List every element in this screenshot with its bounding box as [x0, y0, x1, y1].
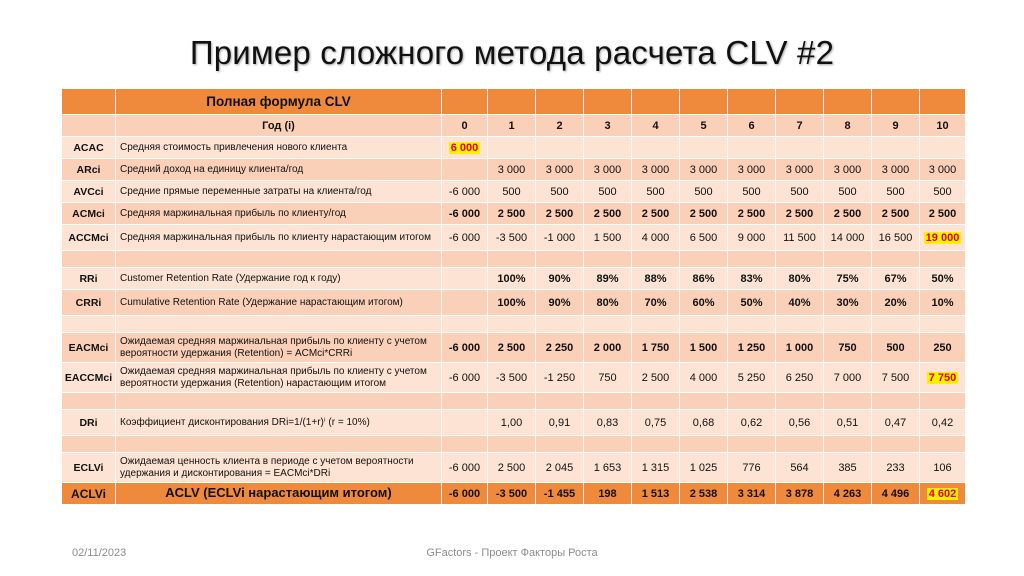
value-cell: 14 000 — [824, 225, 872, 251]
value-cell: 2 500 — [632, 203, 680, 225]
table-row — [62, 203, 966, 225]
spacer-cell — [116, 316, 442, 333]
spacer-cell — [872, 436, 920, 453]
year-header-cell: 8 — [824, 115, 872, 137]
value-cell: 500 — [680, 181, 728, 203]
value-cell: 100% — [488, 290, 536, 316]
value-cell: 80% — [776, 268, 824, 290]
year-header-cell: 6 — [728, 115, 776, 137]
spacer-cell — [680, 251, 728, 268]
value-cell — [536, 137, 584, 159]
value-cell: 20% — [872, 290, 920, 316]
value-cell — [442, 410, 488, 436]
value-cell: 40% — [776, 290, 824, 316]
value-cell: 250 — [920, 333, 966, 363]
row-code: EACMci — [62, 333, 116, 363]
spacer-cell — [680, 316, 728, 333]
value-cell — [442, 290, 488, 316]
value-cell: 89% — [584, 268, 632, 290]
spacer-cell — [584, 393, 632, 410]
final-value-cell: 3 878 — [776, 483, 824, 505]
value-cell: 2 250 — [536, 333, 584, 363]
value-cell: 776 — [728, 453, 776, 483]
row-description: Средняя маржинальная прибыль по клиенту/год — [116, 203, 442, 225]
highlighted-value: 19 000 — [925, 231, 960, 244]
table-row — [62, 137, 966, 159]
value-cell: 0,56 — [776, 410, 824, 436]
final-value-cell: 2 538 — [680, 483, 728, 505]
row-description: Cumulative Retention Rate (Удержание нарастающим итогом) — [116, 290, 442, 316]
spacer-cell — [776, 436, 824, 453]
value-cell: 1,00 — [488, 410, 536, 436]
header-blank — [920, 89, 966, 115]
value-cell: -6 000 — [442, 203, 488, 225]
value-cell — [920, 137, 966, 159]
spacer-cell — [488, 436, 536, 453]
value-cell: 1 500 — [584, 225, 632, 251]
spacer-cell — [632, 316, 680, 333]
value-cell — [776, 137, 824, 159]
year-header-cell: 1 — [488, 115, 536, 137]
value-cell: -1 000 — [536, 225, 584, 251]
final-description: ACLV (ECLVi нарастающим итогом) — [116, 483, 442, 505]
year-header-cell: 10 — [920, 115, 966, 137]
value-cell: -6 000 — [442, 181, 488, 203]
spacer-row — [62, 393, 966, 410]
header-blank — [824, 89, 872, 115]
table-row — [62, 268, 966, 290]
value-cell: 3 000 — [728, 159, 776, 181]
value-cell: 6 250 — [776, 363, 824, 393]
spacer-cell — [116, 393, 442, 410]
row-description: Средняя маржинальная прибыль по клиенту нарастающим итогом — [116, 225, 442, 251]
value-cell: 1 250 — [728, 333, 776, 363]
year-header-cell: 9 — [872, 115, 920, 137]
formula-header-row — [62, 89, 966, 115]
value-cell: 500 — [920, 181, 966, 203]
spacer-cell — [824, 251, 872, 268]
header-blank — [728, 89, 776, 115]
spacer-cell — [62, 251, 116, 268]
spacer-cell — [872, 251, 920, 268]
table-row — [62, 333, 966, 363]
value-cell: 6 500 — [680, 225, 728, 251]
value-cell: 2 500 — [680, 203, 728, 225]
value-cell: 1 500 — [680, 333, 728, 363]
value-cell: 2 500 — [488, 203, 536, 225]
footer-center: GFactors - Проект Факторы Роста — [426, 547, 598, 559]
row-code: AVCci — [62, 181, 116, 203]
value-cell: 750 — [584, 363, 632, 393]
spacer-cell — [442, 316, 488, 333]
value-cell: 3 000 — [488, 159, 536, 181]
value-cell: 1 000 — [776, 333, 824, 363]
value-cell: -3 500 — [488, 363, 536, 393]
value-cell: 1 315 — [632, 453, 680, 483]
value-cell: 500 — [872, 181, 920, 203]
value-cell — [442, 159, 488, 181]
value-cell: 3 000 — [920, 159, 966, 181]
value-cell: 2 500 — [920, 203, 966, 225]
row-code: CRRi — [62, 290, 116, 316]
spacer-cell — [872, 393, 920, 410]
footer-date: 02/11/2023 — [72, 547, 127, 559]
table-row — [62, 159, 966, 181]
year-label: Год (i) — [116, 115, 442, 137]
spacer-cell — [442, 393, 488, 410]
row-code: ECLVi — [62, 453, 116, 483]
year-header-cell: 3 — [584, 115, 632, 137]
value-cell — [442, 137, 488, 159]
spacer-cell — [920, 393, 966, 410]
spacer-cell — [680, 436, 728, 453]
value-cell: -6 000 — [442, 363, 488, 393]
row-description: Средний доход на единицу клиента/год — [116, 159, 442, 181]
spacer-cell — [776, 393, 824, 410]
spacer-cell — [776, 316, 824, 333]
value-cell — [920, 363, 966, 393]
year-row — [62, 115, 966, 137]
value-cell — [920, 225, 966, 251]
spacer-cell — [584, 251, 632, 268]
spacer-cell — [728, 316, 776, 333]
value-cell: 7 500 — [872, 363, 920, 393]
row-code: ACAC — [62, 137, 116, 159]
spacer-cell — [728, 393, 776, 410]
highlighted-value: 4 602 — [928, 487, 957, 500]
value-cell: 2 500 — [536, 203, 584, 225]
value-cell: 90% — [536, 290, 584, 316]
header-blank — [442, 89, 488, 115]
value-cell: 16 500 — [872, 225, 920, 251]
value-cell: 2 000 — [584, 333, 632, 363]
value-cell: 2 500 — [488, 333, 536, 363]
final-value-cell — [920, 483, 966, 505]
final-value-cell: 198 — [584, 483, 632, 505]
table-row — [62, 290, 966, 316]
spacer-cell — [728, 251, 776, 268]
value-cell — [872, 137, 920, 159]
row-code: ARci — [62, 159, 116, 181]
value-cell: 9 000 — [728, 225, 776, 251]
value-cell: 0,68 — [680, 410, 728, 436]
spacer-cell — [920, 436, 966, 453]
header-blank — [536, 89, 584, 115]
value-cell: -6 000 — [442, 453, 488, 483]
value-cell: 500 — [488, 181, 536, 203]
spacer-cell — [824, 436, 872, 453]
value-cell: 2 500 — [584, 203, 632, 225]
value-cell: 2 500 — [728, 203, 776, 225]
spacer-row — [62, 316, 966, 333]
value-cell — [488, 137, 536, 159]
header-blank — [632, 89, 680, 115]
row-description: Customer Retention Rate (Удержание год к году) — [116, 268, 442, 290]
row-description: Коэффициент дисконтирования DRi=1/(1+r)ⁱ (r = 10%) — [116, 410, 442, 436]
value-cell: 3 000 — [584, 159, 632, 181]
year-header-cell: 7 — [776, 115, 824, 137]
spacer-cell — [584, 436, 632, 453]
final-value-cell: -1 455 — [536, 483, 584, 505]
value-cell: 2 500 — [872, 203, 920, 225]
spacer-cell — [584, 316, 632, 333]
value-cell: 1 653 — [584, 453, 632, 483]
clv-table — [61, 88, 966, 505]
spacer-cell — [536, 316, 584, 333]
final-value-cell: -6 000 — [442, 483, 488, 505]
final-row — [62, 483, 966, 505]
value-cell: 3 000 — [680, 159, 728, 181]
value-cell: -6 000 — [442, 333, 488, 363]
spacer-cell — [62, 393, 116, 410]
header-blank — [488, 89, 536, 115]
final-value-cell: 3 314 — [728, 483, 776, 505]
value-cell: 1 750 — [632, 333, 680, 363]
spacer-cell — [442, 436, 488, 453]
value-cell: 30% — [824, 290, 872, 316]
value-cell: 0,42 — [920, 410, 966, 436]
value-cell: 750 — [824, 333, 872, 363]
spacer-cell — [680, 393, 728, 410]
spacer-cell — [872, 316, 920, 333]
value-cell: 2 500 — [488, 453, 536, 483]
header-blank — [62, 89, 116, 115]
spacer-cell — [632, 436, 680, 453]
table-row — [62, 225, 966, 251]
value-cell: 86% — [680, 268, 728, 290]
value-cell: 50% — [728, 290, 776, 316]
value-cell: 0,47 — [872, 410, 920, 436]
value-cell: 70% — [632, 290, 680, 316]
value-cell: 0,51 — [824, 410, 872, 436]
year-header-cell: 5 — [680, 115, 728, 137]
spacer-cell — [488, 316, 536, 333]
row-description: Средние прямые переменные затраты на клиента/год — [116, 181, 442, 203]
row-description: Ожидаемая средняя маржинальная прибыль по клиенту с учетом вероятности удержания (Retention) нарастающим итогом — [116, 363, 442, 393]
year-header-cell: 2 — [536, 115, 584, 137]
highlighted-value: 7 750 — [928, 371, 957, 384]
value-cell — [680, 137, 728, 159]
value-cell: 106 — [920, 453, 966, 483]
spacer-cell — [536, 393, 584, 410]
spacer-cell — [776, 251, 824, 268]
spacer-cell — [62, 436, 116, 453]
row-description: Ожидаемая средняя маржинальная прибыль по клиенту с учетом вероятности удержания (Retention) = ACMci*CRRi — [116, 333, 442, 363]
year-header-cell: 0 — [442, 115, 488, 137]
value-cell: -1 250 — [536, 363, 584, 393]
spacer-row — [62, 251, 966, 268]
slide-title: Пример сложного метода расчета CLV #2 — [189, 34, 835, 71]
table-row — [62, 181, 966, 203]
row-code: ACCMci — [62, 225, 116, 251]
row-description: Средняя стоимость привлечения нового клиента — [116, 137, 442, 159]
value-cell: 90% — [536, 268, 584, 290]
final-value-cell: 4 496 — [872, 483, 920, 505]
spacer-cell — [824, 393, 872, 410]
value-cell: 5 250 — [728, 363, 776, 393]
spacer-cell — [488, 393, 536, 410]
header-blank — [680, 89, 728, 115]
value-cell: 500 — [536, 181, 584, 203]
formula-title: Полная формула CLV — [116, 89, 442, 115]
value-cell: 564 — [776, 453, 824, 483]
spacer-cell — [536, 251, 584, 268]
highlighted-value: 6 000 — [450, 141, 479, 154]
spacer-cell — [62, 316, 116, 333]
value-cell: 500 — [728, 181, 776, 203]
value-cell: 10% — [920, 290, 966, 316]
value-cell: 2 500 — [776, 203, 824, 225]
value-cell: 0,75 — [632, 410, 680, 436]
value-cell: 1 025 — [680, 453, 728, 483]
final-value-cell: 1 513 — [632, 483, 680, 505]
value-cell — [728, 137, 776, 159]
spacer-cell — [632, 251, 680, 268]
spacer-cell — [728, 436, 776, 453]
header-blank — [872, 89, 920, 115]
value-cell: 500 — [824, 181, 872, 203]
value-cell — [824, 137, 872, 159]
row-code: DRi — [62, 410, 116, 436]
row-code: EACCMci — [62, 363, 116, 393]
value-cell: -6 000 — [442, 225, 488, 251]
spacer-cell — [442, 251, 488, 268]
value-cell: 2 045 — [536, 453, 584, 483]
value-cell: 3 000 — [536, 159, 584, 181]
table-row — [62, 363, 966, 393]
header-blank — [584, 89, 632, 115]
row-description: Ожидаемая ценность клиента в периоде с учетом вероятности удержания и дисконтирования = EACMci*DRi — [116, 453, 442, 483]
value-cell: 0,83 — [584, 410, 632, 436]
final-code: ACLVi — [62, 483, 116, 505]
value-cell: 88% — [632, 268, 680, 290]
final-value-cell: -3 500 — [488, 483, 536, 505]
value-cell — [632, 137, 680, 159]
value-cell: 4 000 — [680, 363, 728, 393]
row-code: ACMci — [62, 203, 116, 225]
value-cell: 2 500 — [632, 363, 680, 393]
spacer-cell — [488, 251, 536, 268]
value-cell: 80% — [584, 290, 632, 316]
value-cell: 3 000 — [632, 159, 680, 181]
header-blank — [776, 89, 824, 115]
value-cell: 500 — [632, 181, 680, 203]
value-cell: 3 000 — [824, 159, 872, 181]
value-cell: 0,62 — [728, 410, 776, 436]
table-row — [62, 453, 966, 483]
spacer-cell — [920, 316, 966, 333]
value-cell: -3 500 — [488, 225, 536, 251]
row-code: RRi — [62, 268, 116, 290]
value-cell: 2 500 — [824, 203, 872, 225]
value-cell: 500 — [872, 333, 920, 363]
value-cell: 60% — [680, 290, 728, 316]
spacer-cell — [116, 251, 442, 268]
spacer-cell — [536, 436, 584, 453]
value-cell: 385 — [824, 453, 872, 483]
year-code-blank — [62, 115, 116, 137]
value-cell: 233 — [872, 453, 920, 483]
value-cell: 500 — [584, 181, 632, 203]
value-cell: 500 — [776, 181, 824, 203]
table-row — [62, 410, 966, 436]
value-cell: 67% — [872, 268, 920, 290]
value-cell — [442, 268, 488, 290]
value-cell — [584, 137, 632, 159]
value-cell: 100% — [488, 268, 536, 290]
value-cell: 11 500 — [776, 225, 824, 251]
value-cell: 7 000 — [824, 363, 872, 393]
value-cell: 0,91 — [536, 410, 584, 436]
spacer-cell — [116, 436, 442, 453]
spacer-cell — [920, 251, 966, 268]
value-cell: 3 000 — [872, 159, 920, 181]
value-cell: 50% — [920, 268, 966, 290]
final-value-cell: 4 263 — [824, 483, 872, 505]
spacer-row — [62, 436, 966, 453]
value-cell: 3 000 — [776, 159, 824, 181]
value-cell: 4 000 — [632, 225, 680, 251]
spacer-cell — [632, 393, 680, 410]
value-cell: 75% — [824, 268, 872, 290]
year-header-cell: 4 — [632, 115, 680, 137]
value-cell: 83% — [728, 268, 776, 290]
spacer-cell — [824, 316, 872, 333]
